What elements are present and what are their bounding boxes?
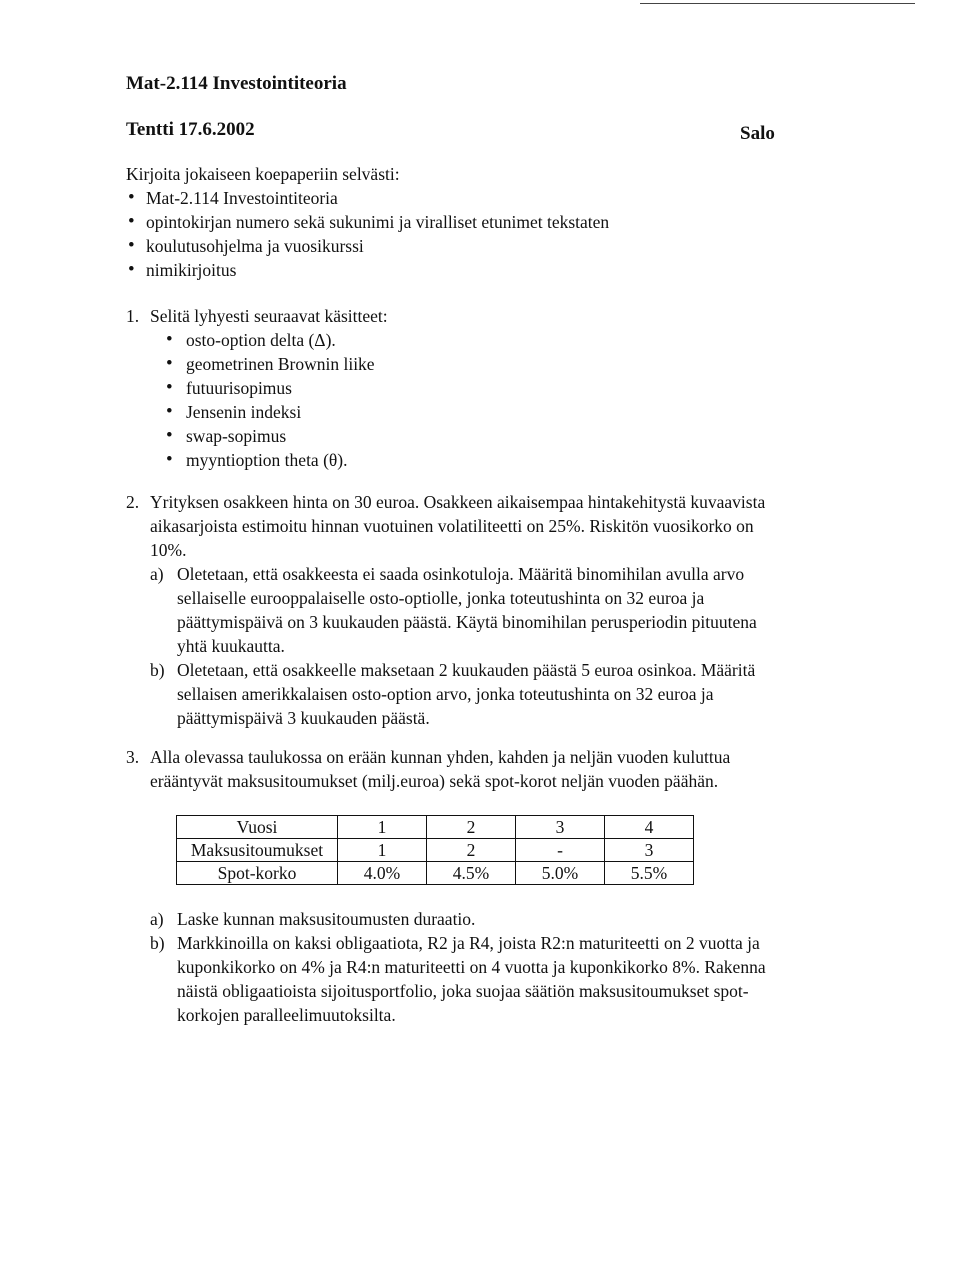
list-item: • osto-option delta (Δ).: [164, 328, 776, 352]
table-cell: 5.0%: [516, 862, 605, 885]
table-cell: -: [516, 839, 605, 862]
question-number: 3.: [126, 747, 140, 767]
list-item: • opintokirjan numero sekä sukunimi ja viralliset etunimet tekstaten: [126, 210, 726, 234]
table-row: [177, 862, 694, 885]
question-number: 1.: [126, 306, 140, 326]
course-title: Mat-2.114 Investointiteoria: [126, 73, 347, 94]
table-row: [177, 839, 694, 862]
subquestion-text: Markkinoilla on kaksi obligaatiota, R2 ja R4, joista R2:n maturiteetti on 2 vuotta ja kuponkikorko on 4% ja R4:n maturiteetti on 4 vuotta ja kuponkikorko 8%. Rakenna näistä obligaatioista sijoitusportfolio, joka suojaa säätiön maksusitoumukset spot-korkojen paralleelimuutoksilta.: [177, 933, 766, 1025]
instructions-intro: Kirjoita jokaiseen koepaperiin selvästi:: [126, 164, 400, 184]
instructions: [126, 162, 726, 282]
question-1: [126, 304, 776, 472]
table-cell: 4.0%: [338, 862, 427, 885]
instructions-list: [126, 186, 726, 282]
table-cell: 5.5%: [605, 862, 694, 885]
table-cell: 1: [338, 816, 427, 839]
subquestion-label: a): [150, 564, 164, 584]
list-item: • futuurisopimus: [164, 376, 776, 400]
list-item: • nimikirjoitus: [126, 258, 726, 282]
question-number: 2.: [126, 492, 140, 512]
subquestion-text: Oletetaan, että osakkeesta ei saada osinkotuloja. Määritä binomihilan avulla arvo sellaiselle eurooppalaiselle osto-optiolle, jonka toteutushinta on 32 euroa ja päättymispäivä on 3 kuukauden päästä. Käytä binomihilan perusperiodin pituutena yhtä kuukautta.: [177, 564, 757, 656]
table-cell: 4: [605, 816, 694, 839]
subquestion-a: [150, 562, 781, 658]
subquestion-label: b): [150, 933, 165, 953]
list-item: • koulutusohjelma ja vuosikurssi: [126, 234, 726, 258]
concept-list: [164, 328, 776, 472]
table-cell: 1: [338, 839, 427, 862]
payment-table: [176, 815, 694, 885]
table-cell: 2: [427, 839, 516, 862]
subquestion-a: [150, 907, 780, 931]
list-item: • Jensenin indeksi: [164, 400, 776, 424]
table-row: [177, 816, 694, 839]
table-cell: 3: [516, 816, 605, 839]
list-item: • myyntioption theta (θ).: [164, 448, 776, 472]
question-text: Yrityksen osakkeen hinta on 30 euroa. Osakkeen aikaisempaa hintakehitystä kuvaavista aikasarjoista estimoitu hinnan vuotuinen volatiliteetti on 25%. Riskitön vuosikorko on 10%.: [150, 492, 766, 560]
table-cell: 2: [427, 816, 516, 839]
subquestion-label: a): [150, 909, 164, 929]
question-3-parts: [150, 907, 780, 1027]
row-label: Vuosi: [177, 816, 338, 839]
exam-date: Tentti 17.6.2002: [126, 119, 255, 140]
table-cell: 3: [605, 839, 694, 862]
table-cell: 4.5%: [427, 862, 516, 885]
list-item: • Mat-2.114 Investointiteoria: [126, 186, 726, 210]
question-2: [126, 490, 781, 730]
scan-edge-line: [640, 3, 915, 4]
row-label: Spot-korko: [177, 862, 338, 885]
question-text: Selitä lyhyesti seuraavat käsitteet:: [150, 306, 388, 326]
list-item: • swap-sopimus: [164, 424, 776, 448]
subquestion-text: Laske kunnan maksusitoumusten duraatio.: [177, 909, 476, 929]
subquestion-label: b): [150, 660, 165, 680]
subquestion-b: [150, 931, 780, 1027]
subquestion-text: Oletetaan, että osakkeelle maksetaan 2 kuukauden päästä 5 euroa osinkoa. Määritä sellaisen amerikkalaisen osto-option arvo, jonka toteutushinta on 32 euroa ja päättymispäivä 3 kuukauden päästä.: [177, 660, 756, 728]
list-item: • geometrinen Brownin liike: [164, 352, 776, 376]
question-text: Alla olevassa taulukossa on erään kunnan yhden, kahden ja neljän vuoden kuluttua erääntyvät maksusitoumukset (milj.euroa) sekä spot-korot neljän vuoden päähän.: [150, 747, 731, 791]
teacher-name: Salo: [740, 123, 775, 144]
row-label: Maksusitoumukset: [177, 839, 338, 862]
subquestion-b: [150, 658, 781, 730]
question-3: [126, 745, 796, 793]
